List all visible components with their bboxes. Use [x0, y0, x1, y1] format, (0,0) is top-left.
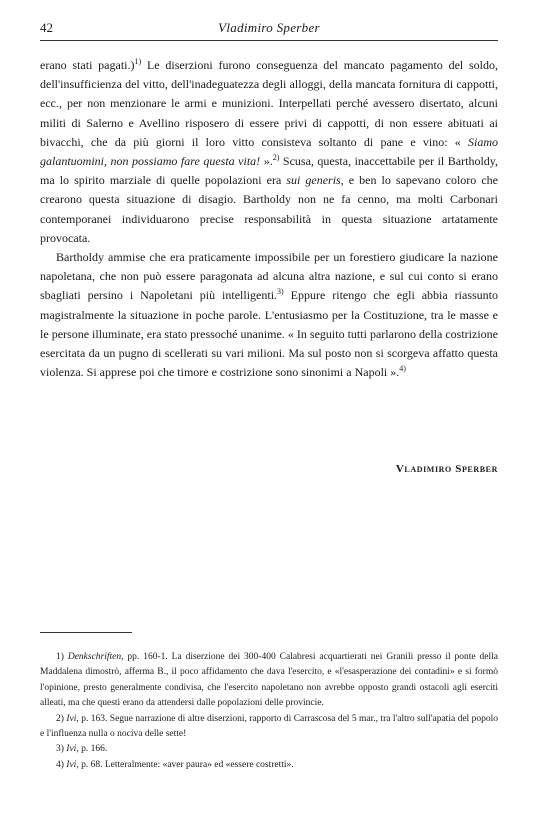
- page-header: [40, 20, 498, 41]
- footnote-3: [40, 742, 498, 757]
- text-run: Bartholdy ammise che era praticamente impossibile per un forestiero giudicare la nazione napoletana, che non può essere paragonata ad alcuna altra nazione, e sul cui conto si erano sbagliati persino i Napoletani più intelligenti.: [40, 250, 498, 303]
- footnote-text: , p. 68. Letteralmente: «aver paura» ed «essere costretti».: [76, 759, 294, 770]
- text-run: erano stati pagati.): [40, 58, 135, 72]
- footnote-ref-1: 1): [134, 57, 142, 66]
- footnote-mark: 1): [56, 652, 64, 662]
- cited-title: Denkschriften: [67, 652, 122, 662]
- latin-phrase: sui generis: [286, 173, 341, 188]
- footnote-4: [40, 758, 498, 773]
- cited-title: Ivi: [66, 744, 77, 755]
- text-run: Scusa, questa, inaccettabile per il Bartholdy, ma lo spirito marziale di quelle popolazioni era: [40, 154, 499, 188]
- footnote-text: , p. 163. Segue narrazione di altre diserzioni, rapporto di Carrascosa del 5 mar., tra l'altro sull'apatia del popolo e l'influenza nulla o nociva delle sette!: [40, 713, 499, 740]
- cited-title: Ivi: [66, 759, 77, 770]
- footnote-mark: 3): [56, 744, 64, 755]
- text-run: , e ben lo sapevano coloro che crearono questa situazione di disagio. Bartholdy non ne fa cenno, ma molti Carbonari contemporanei individuarono precise responsabilità in questa situazione artatamente provocata.: [40, 173, 498, 245]
- author-signature: Vladimiro Sperber: [395, 463, 498, 475]
- footnote-text: , pp. 160-1. La diserzione dei 300-400 Calabresi acquartierati nei Granili presso il ponte della Maddalena dimostrò, afferma B., il poco affidamento che dava l'esercito, e «l'esasperazione dei contadini» e si formò l'opinione, presto generalmente condivisa, che l'esercito napoletano non avrebbe opposto grandi ostacoli agli eserciti alleati, ma che questi erano da attendersi dalle popolazioni delle provincie.: [40, 652, 498, 709]
- quotation: Siamo galantuomini, non possiamo fare questa vita!: [40, 134, 499, 169]
- paragraph-1: [40, 56, 498, 248]
- running-head: Vladimiro Sperber: [218, 20, 320, 35]
- footnotes: [40, 650, 498, 773]
- page-number: 42: [40, 20, 53, 35]
- cited-title: Ivi: [66, 713, 77, 724]
- text-run: Eppure ritengo che egli abbia riassunto magistralmente la situazione in poche parole. L'entusiasmo per la Costituzione, tra le masse e le persone illuminate, era stato pressoché unanime. « In seguito tutti parlarono della costrizione esercitata da un pugno di scellerati su vari milioni. Ma sul posto non si scorgeva affatto questa violenza. Si apprese poi che timore e costrizione sono sinonimi a Napoli ».: [40, 288, 498, 380]
- text-run: Le diserzioni furono conseguenza del mancato pagamento del soldo, dell'insufficienza del vitto, dell'inadeguatezza degli alloggi, della mancata fornitura di cappotti, ecc., per non menzionare le armi e munizioni. Interpellati perché avessero disertato, alcuni militi di Salerno e Avellino risposero di essere privi di cappotti, di non essere abituati ai bivacchi, che da più giorni il loro vitto consisteva soltanto di pane e vino: «: [40, 58, 499, 149]
- footnote-ref-4: 4): [399, 364, 406, 374]
- paragraph-2: [40, 248, 498, 382]
- footnote-2: [40, 712, 498, 743]
- footnote-ref-2: 2): [272, 153, 280, 163]
- text-run: ».: [263, 154, 273, 169]
- footnote-ref-3: 3): [277, 287, 284, 297]
- footnote-divider: [40, 632, 132, 633]
- footnote-text: , p. 166.: [76, 744, 108, 755]
- footnote-1: [40, 650, 498, 712]
- main-text: [40, 56, 498, 382]
- footnote-mark: 2): [56, 713, 64, 724]
- footnote-mark: 4): [56, 759, 64, 770]
